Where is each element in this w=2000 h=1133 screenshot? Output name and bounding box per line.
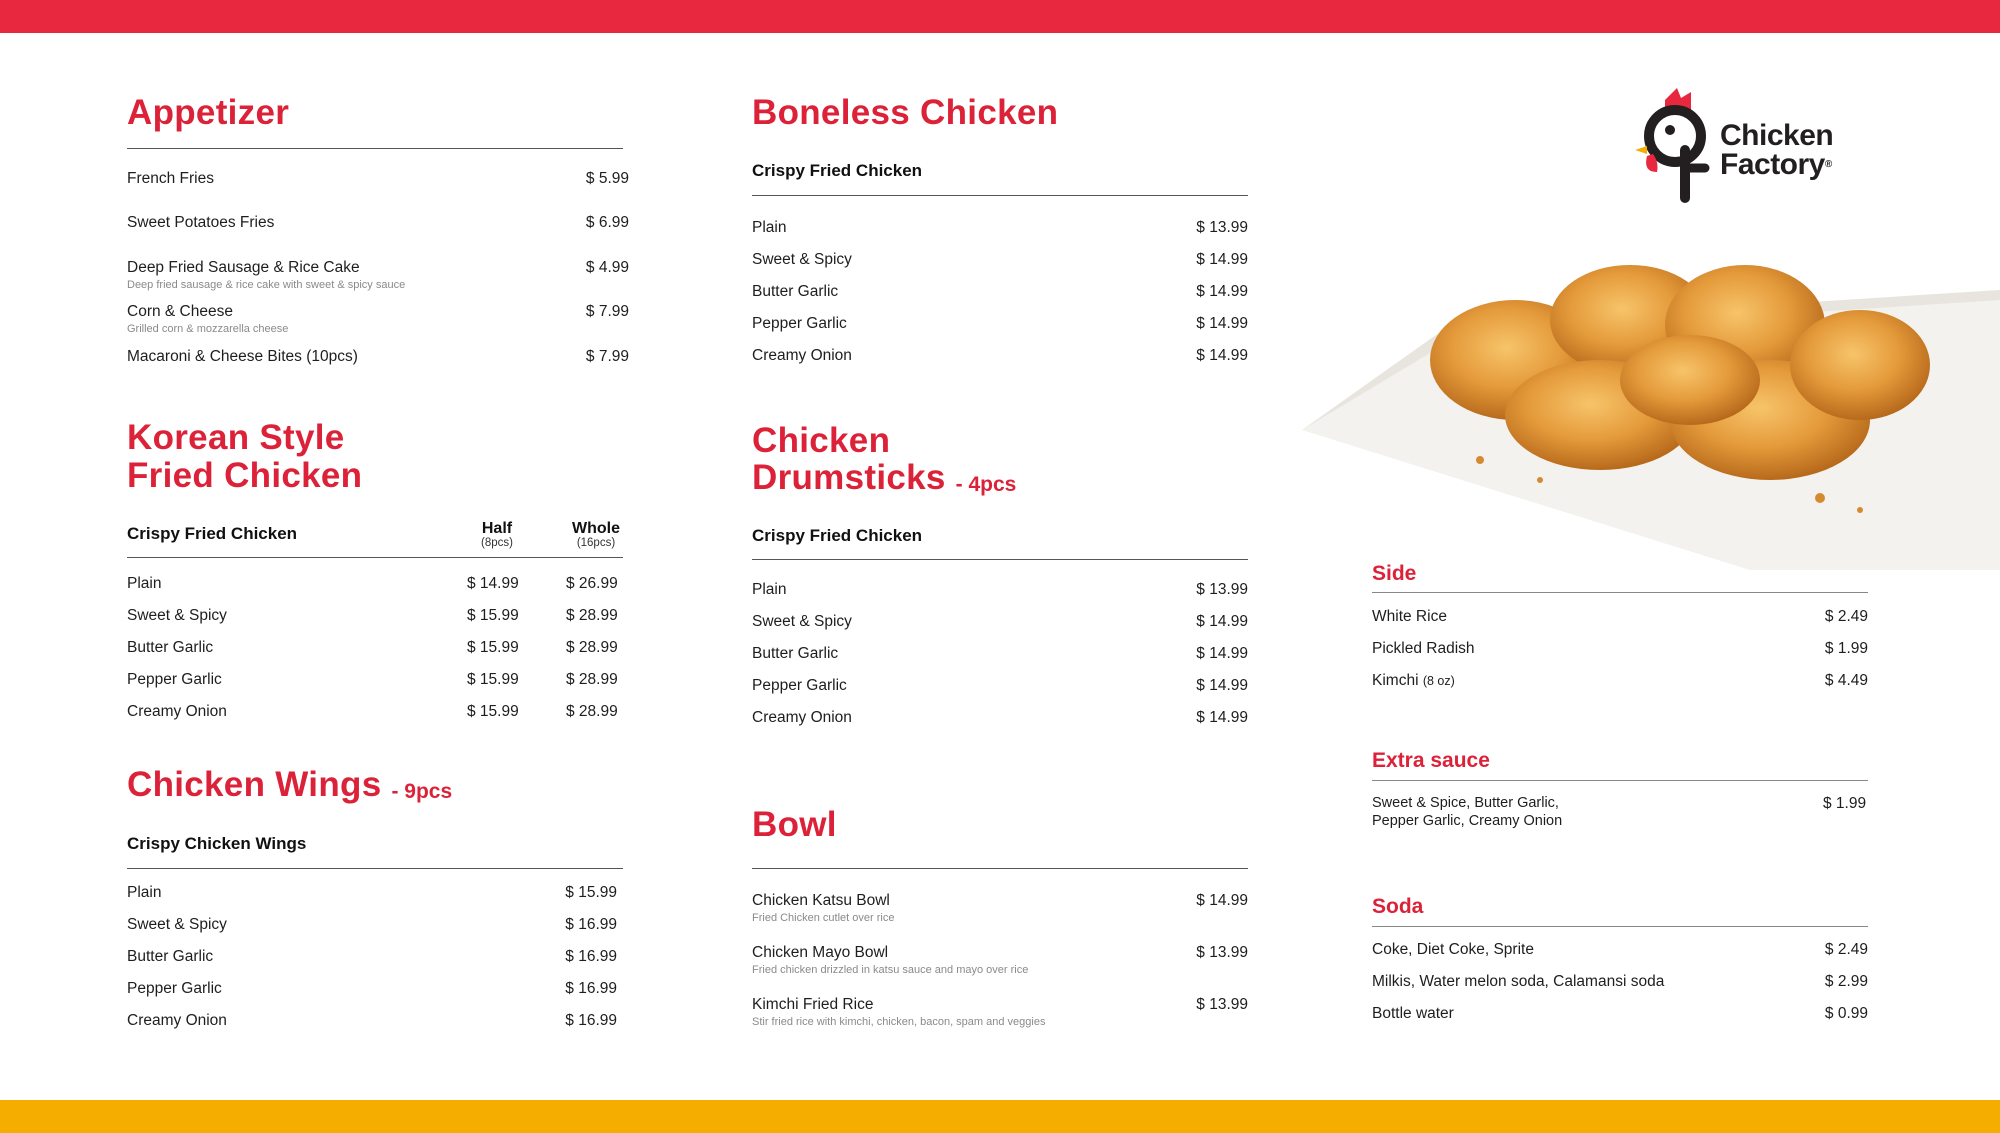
soda-title: Soda [1372, 895, 1424, 918]
whole-note: (16pcs) [576, 537, 616, 549]
bowl-title: Bowl [752, 805, 837, 844]
wings-title: Chicken Wings [127, 765, 382, 804]
item-price: $ 14.99 [1196, 315, 1248, 332]
item-name: Pickled Radish [1372, 640, 1475, 657]
item-name: Plain [127, 575, 162, 592]
item-name: Sweet & Spicy [752, 613, 852, 630]
appetizer-divider [127, 148, 623, 149]
soda-item [1372, 1005, 1868, 1023]
item-price: $ 14.99 [1196, 709, 1248, 726]
appetizer-title: Appetizer [127, 93, 290, 132]
boneless-item [752, 219, 1248, 237]
item-name: Sweet & Spicy [752, 251, 852, 268]
item-name: Coke, Diet Coke, Sprite [1372, 941, 1534, 958]
item-size-note: (8 oz) [1422, 674, 1455, 688]
half-label: Half [481, 520, 513, 537]
wings-item [127, 948, 617, 966]
item-price: $ 14.99 [1196, 645, 1248, 662]
fried-chicken-image [1300, 230, 2000, 570]
item-name: Butter Garlic [127, 948, 214, 965]
wings-subtitle: Crispy Chicken Wings [127, 834, 307, 853]
top-color-bar [0, 0, 2000, 33]
drumsticks-item [752, 645, 1248, 663]
whole-price: $ 28.99 [566, 671, 618, 688]
wings-item [127, 916, 617, 934]
bowl-item [752, 944, 1248, 962]
item-name: French Fries [127, 170, 214, 187]
item-name [1372, 672, 1455, 690]
boneless-item [752, 315, 1248, 333]
side-divider [1372, 592, 1868, 593]
item-price: $ 0.99 [1824, 1005, 1868, 1022]
soda-item [1372, 973, 1868, 991]
item-name: Pepper Garlic [127, 671, 222, 688]
item-price: $ 2.49 [1824, 608, 1868, 625]
item-price: $ 13.99 [1196, 944, 1248, 961]
item-price: $ 4.49 [1824, 672, 1868, 689]
korean-divider [127, 557, 623, 558]
drumsticks-item [752, 709, 1248, 727]
appetizer-item [127, 303, 629, 321]
item-name: Pepper Garlic [752, 677, 847, 694]
whole-column-header [561, 521, 631, 551]
korean-title-line1: Korean Style [127, 418, 345, 457]
half-price: $ 14.99 [467, 575, 519, 592]
item-price: $ 2.99 [1824, 973, 1868, 990]
boneless-item [752, 251, 1248, 269]
item-price: $ 14.99 [1196, 892, 1248, 909]
item-name: Butter Garlic [752, 645, 839, 662]
wings-divider [127, 868, 623, 869]
item-price: $ 7.99 [585, 348, 629, 365]
item-name: Sweet Potatoes Fries [127, 214, 275, 231]
side-item [1372, 608, 1868, 626]
item-name: Sweet & Spicy [127, 607, 227, 624]
whole-price: $ 28.99 [566, 639, 618, 656]
item-name: Sweet & Spicy [127, 916, 227, 933]
side-item [1372, 640, 1868, 658]
item-price: $ 14.99 [1196, 283, 1248, 300]
half-price: $ 15.99 [467, 703, 519, 720]
boneless-title: Boneless Chicken [752, 93, 1059, 132]
item-name: Plain [127, 884, 162, 901]
item-price: $ 16.99 [565, 980, 617, 997]
item-description: Grilled corn & mozzarella cheese [127, 323, 289, 335]
item-name: Creamy Onion [752, 709, 852, 726]
item-price: $ 4.99 [585, 259, 629, 276]
bottom-color-bar [0, 1100, 2000, 1133]
item-name-text: Kimchi [1372, 672, 1419, 689]
item-description: Fried chicken drizzled in katsu sauce and mayo over rice [752, 964, 1029, 976]
brand-line1: Chicken [1720, 119, 1834, 152]
item-name: Creamy Onion [127, 1012, 227, 1029]
half-price: $ 15.99 [467, 607, 519, 624]
half-column-header [462, 521, 532, 551]
boneless-item [752, 283, 1248, 301]
item-name: Bottle water [1372, 1005, 1454, 1022]
item-price: $ 13.99 [1196, 219, 1248, 236]
item-price: $ 5.99 [585, 170, 629, 187]
half-price: $ 15.99 [467, 671, 519, 688]
wings-count: - 9pcs [391, 779, 453, 803]
item-name: Chicken Mayo Bowl [752, 944, 889, 961]
wings-heading [127, 766, 452, 804]
item-name: Milkis, Water melon soda, Calamansi soda [1372, 973, 1665, 990]
drumsticks-title-line1: Chicken [752, 421, 891, 460]
side-title: Side [1372, 562, 1417, 585]
boneless-subtitle: Crispy Fried Chicken [752, 161, 923, 180]
item-price: $ 1.99 [1824, 640, 1868, 657]
wings-item [127, 1012, 617, 1030]
item-price: $ 13.99 [1196, 581, 1248, 598]
drumsticks-item [752, 613, 1248, 631]
whole-price: $ 26.99 [566, 575, 618, 592]
brand-name [1720, 121, 1833, 179]
item-description: Deep fried sausage & rice cake with sweet & spicy sauce [127, 279, 406, 291]
boneless-item [752, 347, 1248, 365]
item-description: Stir fried rice with kimchi, chicken, bacon, spam and veggies [752, 1016, 1046, 1028]
item-price: $ 7.99 [585, 303, 629, 320]
item-price: $ 16.99 [565, 1012, 617, 1029]
item-name: Creamy Onion [752, 347, 852, 364]
item-description: Fried Chicken cutlet over rice [752, 912, 895, 924]
wings-item [127, 980, 617, 998]
drumsticks-item [752, 677, 1248, 695]
item-name: Kimchi Fried Rice [752, 996, 874, 1013]
item-name: Pepper Garlic [752, 315, 847, 332]
item-name: Plain [752, 219, 787, 236]
item-price: $ 6.99 [585, 214, 629, 231]
drumsticks-subtitle: Crispy Fried Chicken [752, 526, 923, 545]
soda-divider [1372, 926, 1868, 927]
registered-mark: ® [1824, 159, 1832, 170]
item-price: $ 13.99 [1196, 996, 1248, 1013]
item-name: Corn & Cheese [127, 303, 233, 320]
extra-sauce-title: Extra sauce [1372, 749, 1490, 772]
bowl-divider [752, 868, 1248, 869]
item-name: Macaroni & Cheese Bites (10pcs) [127, 348, 358, 365]
extra-sauce-divider [1372, 780, 1868, 781]
item-name: Deep Fried Sausage & Rice Cake [127, 259, 360, 276]
item-name: Butter Garlic [127, 639, 214, 656]
item-price: $ 14.99 [1196, 251, 1248, 268]
item-price: $ 16.99 [565, 948, 617, 965]
item-price: $ 14.99 [1196, 347, 1248, 364]
appetizer-item [127, 214, 629, 232]
wings-item [127, 884, 617, 902]
boneless-divider [752, 195, 1248, 196]
korean-title-line2: Fried Chicken [127, 456, 363, 495]
item-price: $ 14.99 [1196, 677, 1248, 694]
appetizer-item [127, 170, 629, 188]
item-name: Plain [752, 581, 787, 598]
sauce-price: $ 1.99 [1823, 795, 1867, 812]
drumsticks-heading-line2 [752, 459, 1016, 497]
item-name: Creamy Onion [127, 703, 227, 720]
item-price: $ 15.99 [565, 884, 617, 901]
item-price: $ 14.99 [1196, 613, 1248, 630]
side-item [1372, 672, 1868, 690]
soda-item [1372, 941, 1868, 959]
whole-price: $ 28.99 [566, 703, 618, 720]
appetizer-item [127, 348, 629, 366]
bowl-item [752, 892, 1248, 910]
half-price: $ 15.99 [467, 639, 519, 656]
bowl-item [752, 996, 1248, 1014]
drumsticks-divider [752, 559, 1248, 560]
item-name: Chicken Katsu Bowl [752, 892, 890, 909]
item-price: $ 16.99 [565, 916, 617, 933]
sauce-list-line1: Sweet & Spice, Butter Garlic, [1372, 795, 1559, 811]
appetizer-item [127, 259, 629, 277]
item-name: Pepper Garlic [127, 980, 222, 997]
whole-price: $ 28.99 [566, 607, 618, 624]
half-note: (8pcs) [481, 537, 513, 549]
drumsticks-title-line2: Drumsticks [752, 458, 946, 497]
whole-label: Whole [572, 520, 620, 537]
item-price: $ 2.49 [1824, 941, 1868, 958]
drumsticks-item [752, 581, 1248, 599]
item-name: Butter Garlic [752, 283, 839, 300]
sauce-list-line2: Pepper Garlic, Creamy Onion [1372, 813, 1563, 829]
item-name: White Rice [1372, 608, 1447, 625]
brand-line2: Factory [1720, 148, 1825, 181]
drumsticks-count: - 4pcs [955, 472, 1017, 496]
korean-subtitle: Crispy Fried Chicken [127, 524, 298, 543]
